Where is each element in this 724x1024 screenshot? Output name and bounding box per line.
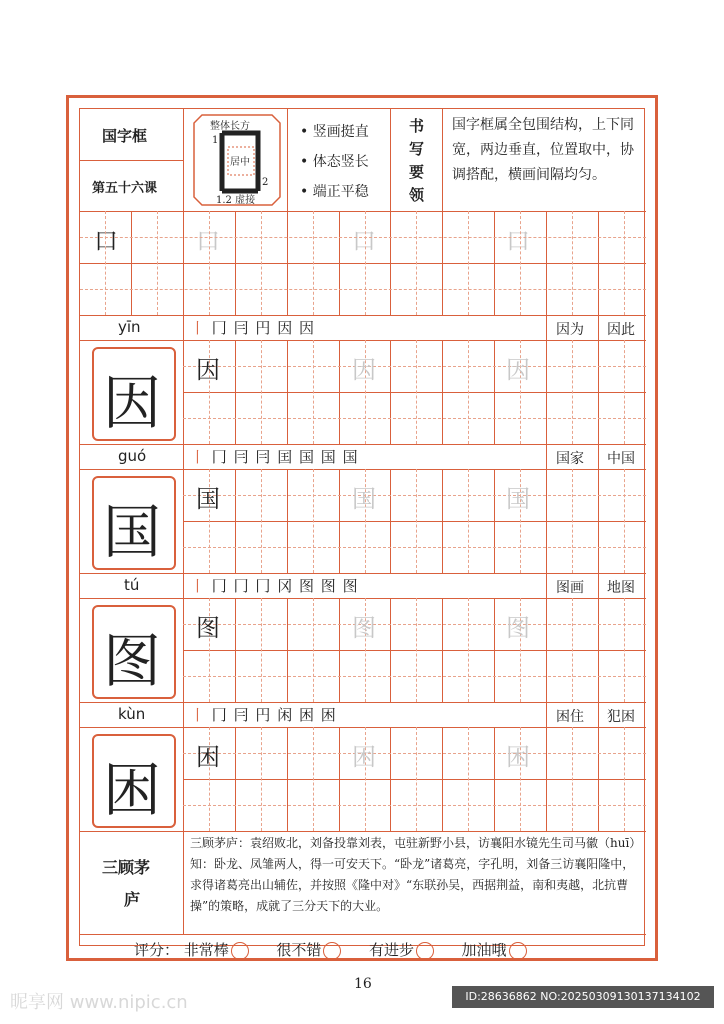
diagram-center-label: 居中 — [230, 157, 250, 168]
rating-circle-3[interactable] — [416, 942, 434, 960]
component-trace-3: 口 — [506, 227, 530, 255]
diagram-num-left: 1 — [212, 135, 219, 146]
stroke-step: 图 — [298, 577, 315, 595]
guide-title-2: 写 — [409, 140, 425, 158]
rating-circle-2[interactable] — [323, 942, 341, 960]
sample-char-tu: 图 — [196, 614, 220, 642]
trace-char-guo-1: 国 — [352, 485, 376, 513]
component-trace-2: 口 — [352, 227, 376, 255]
stroke-step: 囯 — [277, 448, 294, 466]
sample-char-kun: 困 — [196, 743, 220, 771]
pinyin-yin: yīn — [118, 318, 141, 336]
page-number: 16 — [354, 976, 372, 992]
rating-option-4[interactable]: 加油哦 — [461, 941, 507, 959]
stroke-step: 冂 — [255, 577, 272, 595]
rating-option-1[interactable]: 非常棒 — [183, 941, 229, 959]
stroke-step: 丨 — [190, 706, 207, 724]
guide-text: 国字框属全包围结构，上下同宽，两边垂直，位置取中，协调搭配，横画间隔均匀。 — [452, 117, 634, 183]
pinyin-guo: guó — [118, 447, 147, 465]
model-char-yin: 因 — [103, 369, 162, 437]
guide-title-3: 要 — [409, 163, 425, 181]
model-char-guo: 国 — [103, 498, 162, 566]
diagram-bottom-label: 1.2 虚接 — [216, 195, 256, 206]
tip-1: • 竖画挺直 — [300, 124, 369, 140]
trace-char-tu-1: 图 — [352, 614, 376, 642]
word-kun-1: 困住 — [556, 709, 584, 725]
rating-option-2[interactable]: 很不错 — [276, 941, 322, 959]
stroke-step: 国 — [298, 448, 315, 466]
pinyin-kun: kùn — [118, 705, 146, 723]
stroke-step: 冂 — [233, 577, 250, 595]
stroke-step: 国 — [320, 448, 337, 466]
stroke-step: 丨 — [190, 448, 207, 466]
stroke-step: 冃 — [255, 448, 272, 466]
stroke-order-yin — [190, 317, 315, 338]
component-trace-1: 口 — [196, 227, 220, 255]
word-guo-2: 中国 — [607, 451, 635, 467]
trace-char-tu-2: 图 — [506, 614, 530, 642]
trace-char-guo-2: 国 — [506, 485, 530, 513]
word-yin-2: 因此 — [607, 322, 635, 338]
stroke-step: 冂 — [211, 706, 228, 724]
model-char-kun: 困 — [103, 756, 162, 824]
trace-char-kun-1: 困 — [352, 743, 376, 771]
component-char: 口 — [94, 227, 118, 255]
worksheet — [66, 95, 658, 961]
word-tu-1: 图画 — [556, 580, 584, 596]
stroke-step: 冃 — [233, 706, 250, 724]
idiom-title-line1: 三顾茅 — [102, 858, 151, 877]
stroke-step: 丨 — [190, 577, 207, 595]
idiom-story: 三顾茅庐：袁绍败北，刘备投靠刘表，屯驻新野小县，访襄阳水镜先生司马徽（huī）知：卧龙、凤雏两人，得一可安天下。“卧龙”诸葛亮，字孔明，刘备三访襄阳隆中，求得诸葛亮出山辅佐，并按照《隆中对》“东联孙吴，西据荆益，南和夷越，北抗曹操”的策略，成就了三分天下的大业。 — [190, 836, 642, 913]
sample-char-yin: 因 — [196, 356, 220, 384]
stroke-step: 闲 — [277, 706, 294, 724]
stroke-order-guo — [190, 446, 359, 467]
tip-2: • 体态竖长 — [300, 154, 369, 170]
stroke-step: 丨 — [190, 319, 207, 337]
stroke-step: 因 — [298, 319, 315, 337]
trace-char-yin-1: 因 — [352, 356, 376, 384]
rating-circle-4[interactable] — [509, 942, 527, 960]
stroke-step: 冃 — [233, 319, 250, 337]
lesson-number: 第五十六课 — [92, 181, 158, 196]
idiom-title-line2: 庐 — [124, 890, 141, 909]
stroke-step: 冃 — [233, 448, 250, 466]
stroke-order-tu — [190, 575, 359, 596]
guide-title-1: 书 — [409, 117, 425, 135]
rating-bar — [134, 939, 527, 960]
guide-title-4: 领 — [409, 186, 425, 204]
stroke-order-kun — [190, 704, 337, 725]
stroke-step: 冂 — [211, 448, 228, 466]
stroke-step: 图 — [342, 577, 359, 595]
stroke-step: 冂 — [211, 577, 228, 595]
watermark-id: ID:28636862 NO:20250309130137134102 — [452, 986, 714, 1008]
pinyin-tu: tú — [124, 576, 140, 594]
stroke-step: 冂 — [211, 319, 228, 337]
stroke-step: 国 — [342, 448, 359, 466]
frame-name: 国字框 — [102, 127, 148, 145]
stroke-step: 图 — [320, 577, 337, 595]
sample-char-guo: 国 — [196, 485, 220, 513]
structure-diagram — [192, 113, 282, 207]
rating-label: 评分： — [134, 941, 180, 959]
word-yin-1: 因为 — [556, 322, 584, 338]
tip-3: • 端正平稳 — [300, 184, 369, 200]
stroke-step: 円 — [255, 319, 272, 337]
diagram-num-right: 2 — [262, 177, 269, 188]
rating-option-3[interactable]: 有进步 — [368, 941, 414, 959]
stroke-step: 因 — [277, 319, 294, 337]
trace-char-kun-2: 困 — [506, 743, 530, 771]
stroke-step: 円 — [255, 706, 272, 724]
diagram-top-label: 整体长方 — [210, 121, 250, 132]
stroke-step: 困 — [298, 706, 315, 724]
word-tu-2: 地图 — [607, 580, 635, 596]
rating-circle-1[interactable] — [231, 942, 249, 960]
worksheet-inner — [79, 108, 645, 959]
word-kun-2: 犯困 — [607, 709, 635, 725]
model-char-tu: 图 — [103, 627, 162, 695]
stroke-step: 冈 — [277, 577, 294, 595]
stroke-step: 困 — [320, 706, 337, 724]
word-guo-1: 国家 — [556, 451, 584, 467]
watermark-site: 昵享网 www.nipic.cn — [10, 992, 188, 1013]
trace-char-yin-2: 因 — [506, 356, 530, 384]
